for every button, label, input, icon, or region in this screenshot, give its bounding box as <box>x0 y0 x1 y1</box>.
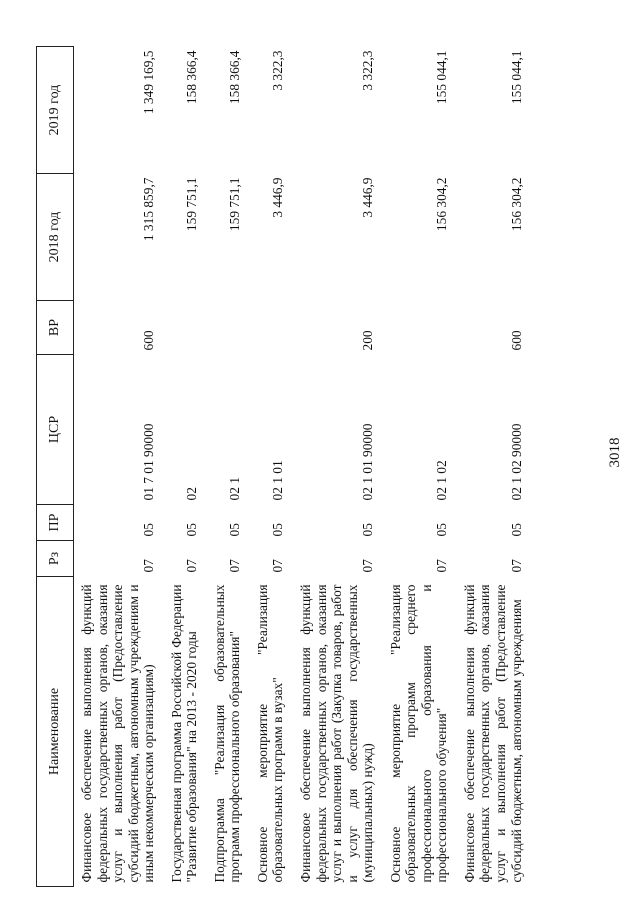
row-2019: 158 366,4 <box>227 50 243 105</box>
table-row <box>383 47 457 887</box>
row-pr: 05 <box>434 523 450 537</box>
row-name: Финансовое обеспечение выполнения функций федеральных государственных органов, оказания услуг и выполнения работ (Предоставление субсидий бюджетным, автономным учреждениям и иным некоммерческим организациям) <box>79 584 157 883</box>
row-vr: 200 <box>360 330 376 351</box>
row-2019: 158 366,4 <box>184 50 200 105</box>
row-2019: 1 349 169,5 <box>141 50 157 115</box>
row-vr <box>383 301 457 355</box>
row-2019: 155 044,1 <box>434 50 450 105</box>
header-vr: ВР <box>37 301 74 355</box>
row-pr: 05 <box>360 523 376 537</box>
row-2018: 1 315 859,7 <box>141 177 157 242</box>
row-csr: 02 <box>184 487 200 501</box>
row-name: Подпрограмма "Реализация образовательных программ профессионального образования" <box>211 584 243 883</box>
row-2018: 159 751,1 <box>184 177 200 232</box>
budget-table <box>36 46 531 887</box>
row-csr: 02 1 01 90000 <box>360 423 376 501</box>
header-2019: 2019 год <box>37 47 74 174</box>
row-rz: 07 <box>184 559 200 573</box>
header-csr: ЦСР <box>37 355 74 505</box>
row-name: Основное мероприятие "Реализация образовательных программ в вузах" <box>254 584 286 883</box>
row-pr: 05 <box>227 523 243 537</box>
row-vr <box>207 301 250 355</box>
row-2019: 155 044,1 <box>508 50 524 105</box>
row-pr: 05 <box>270 523 286 537</box>
row-rz: 07 <box>434 559 450 573</box>
row-name: Финансовое обеспечение выполнения функций федеральных государственных органов, оказания услуг и выполнения работ (Предоставление субсидий бюджетным, автономным учреждениям <box>461 584 524 883</box>
page-number: 3018 <box>607 437 623 468</box>
table-row <box>207 47 250 887</box>
row-vr: 600 <box>141 330 157 351</box>
row-name: Основное мероприятие "Реализация образовательных программ среднего профессионального образования и профессионального обучения" <box>387 584 450 883</box>
header-2018: 2018 год <box>37 174 74 301</box>
row-rz: 07 <box>141 559 157 573</box>
header-rz: Рз <box>37 541 74 577</box>
row-rz: 07 <box>270 559 286 573</box>
row-rz: 07 <box>360 559 376 573</box>
row-csr: 01 7 01 90000 <box>141 423 157 501</box>
row-csr: 02 1 02 90000 <box>508 423 524 501</box>
row-rz: 07 <box>227 559 243 573</box>
table-row <box>293 47 383 887</box>
row-vr <box>250 301 293 355</box>
header-row <box>37 47 74 887</box>
table-row <box>250 47 293 887</box>
table-row <box>74 47 164 887</box>
row-vr: 600 <box>508 330 524 351</box>
row-2018: 156 304,2 <box>434 177 450 232</box>
row-rz: 07 <box>508 559 524 573</box>
row-pr: 05 <box>184 523 200 537</box>
row-2018: 159 751,1 <box>227 177 243 232</box>
row-csr: 02 1 01 <box>270 460 286 501</box>
header-pr: ПР <box>37 505 74 541</box>
row-csr: 02 1 02 <box>434 460 450 501</box>
row-vr <box>164 301 207 355</box>
row-pr: 05 <box>141 523 157 537</box>
row-pr: 05 <box>508 523 524 537</box>
row-2018: 156 304,2 <box>508 177 524 232</box>
row-csr: 02 1 <box>227 477 243 501</box>
row-name: Финансовое обеспечение выполнения функций федеральных государственных органов, оказания услуг и выполнения работ (Закупка товаров, работ и услуг для обеспечения государственных (муниципальных) нужд) <box>298 584 376 883</box>
row-2019: 3 322,3 <box>270 50 286 91</box>
table-row <box>164 47 207 887</box>
table-row <box>457 47 531 887</box>
row-2018: 3 446,9 <box>360 177 376 218</box>
row-2019: 3 322,3 <box>360 50 376 91</box>
row-2018: 3 446,9 <box>270 177 286 218</box>
header-name: Наименование <box>37 577 74 887</box>
row-name: Государственная программа Российской Федерации "Развитие образования" на 2013 - 2020 годы <box>168 584 200 883</box>
